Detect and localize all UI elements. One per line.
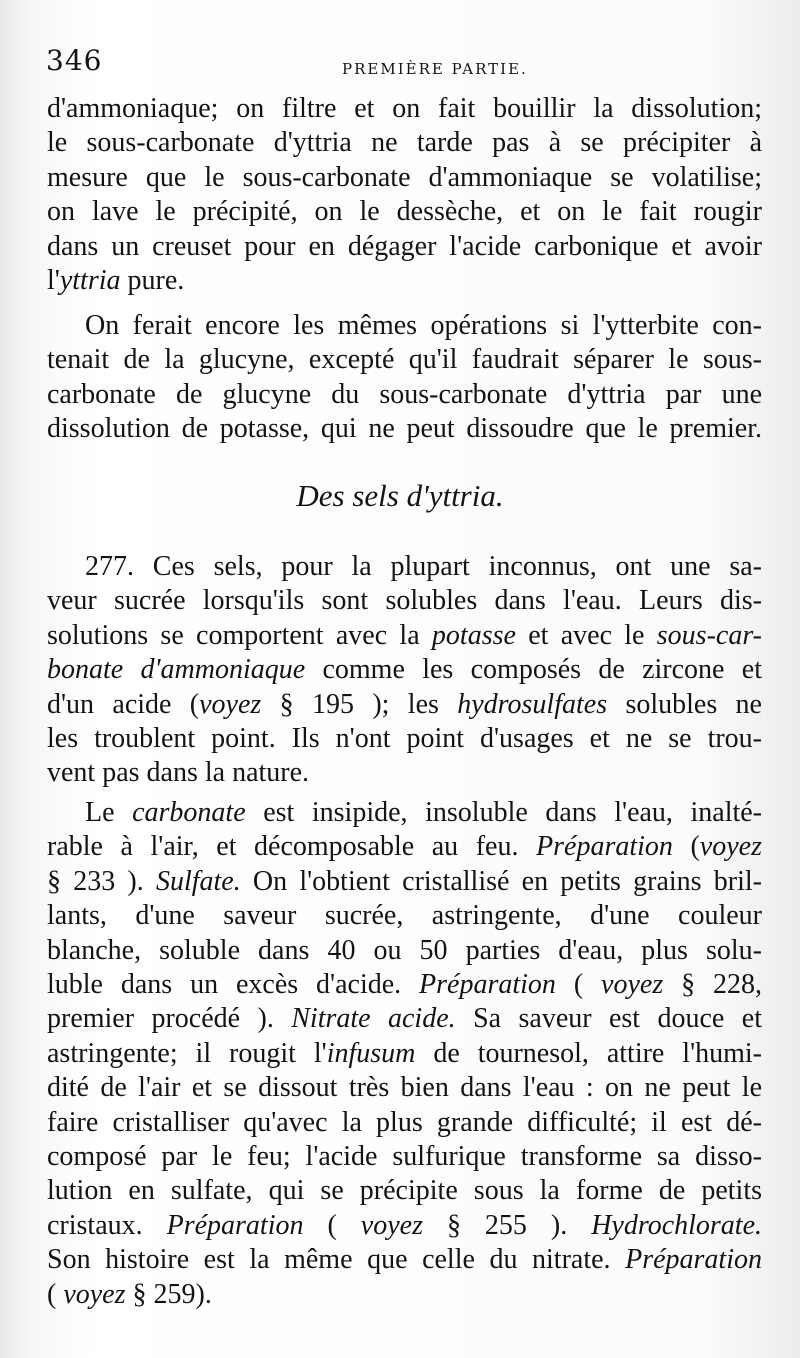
text-line: tenait de la glucyne, excepté qu'il faudrait séparer le sous- xyxy=(47,344,762,376)
text-line: composé par le feu; l'acide sulfurique transforme sa disso- xyxy=(47,1141,762,1173)
text-line: 277. Ces sels, pour la plupart inconnus, ont une sa- xyxy=(85,551,762,582)
text-line: le sous-carbonate d'yttria ne tarde pas à se précipiter à xyxy=(47,127,762,159)
text-line: astringente; il rougit l'infusum de tournesol, attire l'humi- xyxy=(47,1037,762,1069)
running-head: PREMIÈRE PARTIE. xyxy=(342,60,528,78)
text-line: d'ammoniaque; on filtre et on fait bouillir la dissolution; xyxy=(47,93,762,124)
text-line: vent pas dans la nature. xyxy=(47,757,310,789)
text-line: Le carbonate est insipide, insoluble dans l'eau, inalté- xyxy=(85,797,763,828)
paragraph-salts xyxy=(47,796,762,1312)
text-line: mesure que le sous-carbonate d'ammoniaque se volatilise; xyxy=(47,161,762,193)
paragraph-continuation xyxy=(47,92,762,298)
text-line: dité de l'air et se dissout très bien dans l'eau : on ne peut le xyxy=(47,1072,762,1104)
text-line: luble dans un excès d'acide. Préparation ( voyez § 228, xyxy=(47,969,763,1001)
page-header xyxy=(42,44,760,88)
text-line: l'yttria pure. xyxy=(47,265,185,297)
page-number: 346 xyxy=(46,44,103,77)
text-line: veur sucrée lorsqu'ils sont solubles dans l'eau. Leurs dis- xyxy=(47,585,762,617)
section-title: Des sels d'yttria. xyxy=(296,478,504,513)
text-line: on lave le précipité, on le dessèche, et on le fait rougir xyxy=(47,196,762,228)
paragraph-277 xyxy=(47,550,762,791)
text-line: d'un acide (voyez § 195 ); les hydrosulfates solubles ne xyxy=(47,688,762,720)
text-line: cristaux. Préparation ( voyez § 255 ). Hydrochlorate. xyxy=(47,1209,763,1241)
text-line: Son histoire est la même que celle du nitrate. Préparation xyxy=(47,1244,762,1276)
text-line: blanche, soluble dans 40 ou 50 parties d'eau, plus solu- xyxy=(47,934,762,966)
text-line: dans un creuset pour en dégager l'acide carbonique et avoir xyxy=(47,230,762,262)
text-line: dissolution de potasse, qui ne peut dissoudre que le premier. xyxy=(47,413,762,445)
text-line: solutions se comportent avec la potasse et avec le sous-car- xyxy=(47,619,762,651)
text-line: On ferait encore les mêmes opérations si l'ytterbite con- xyxy=(85,310,762,341)
text-line: § 233 ). Sulfate. On l'obtient cristallisé en petits grains bril- xyxy=(47,865,762,897)
paragraph-ytterbite xyxy=(47,309,762,447)
text-line: les troublent point. Ils n'ont point d'usages et ne se trou- xyxy=(47,723,762,755)
text-line: rable à l'air, et décomposable au feu. Préparation (voyez xyxy=(47,831,762,863)
text-line: carbonate de glucyne du sous-carbonate d'yttria par une xyxy=(47,378,762,410)
text-line: ( voyez § 259). xyxy=(47,1278,212,1310)
text-line: lants, d'une saveur sucrée, astringente, d'une couleur xyxy=(47,900,762,932)
text-line: lution en sulfate, qui se précipite sous la forme de petits xyxy=(47,1175,762,1207)
text-line: premier procédé ). Nitrate acide. Sa saveur est douce et xyxy=(47,1003,762,1035)
text-line: bonate d'ammoniaque comme les composés de zircone et xyxy=(47,654,762,686)
text-line: faire cristalliser qu'avec la plus grande difficulté; il est dé- xyxy=(47,1106,762,1138)
